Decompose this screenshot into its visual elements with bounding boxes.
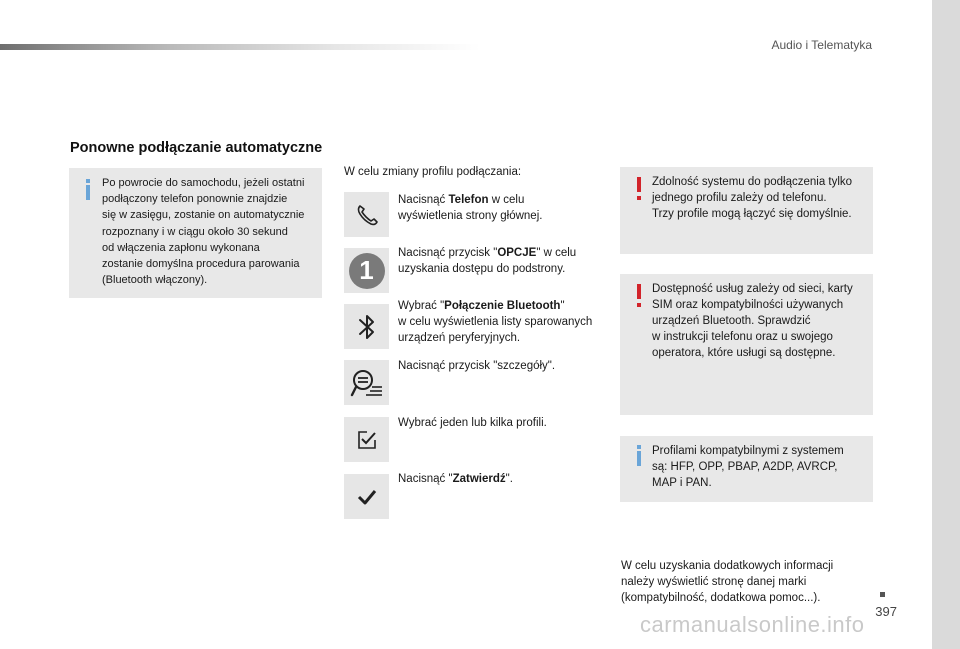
step-6-text: Nacisnąć "Zatwierdź". bbox=[398, 473, 513, 485]
header-gradient-bar bbox=[0, 44, 480, 50]
step-icon-checkbox bbox=[344, 417, 389, 462]
chapter-title: Audio i Telematyka bbox=[771, 38, 872, 52]
step-icon-bluetooth bbox=[344, 304, 389, 349]
info-box-text: Po powrocie do samochodu, jeżeli ostatni podłączony telefon ponownie znajdzie się w zasięgu, zostanie on automatycznie rozpoznany i w ciągu około 30 sekund od włączenia zapłonu wykonana zostanie domyślna procedura parowania (Bluetooth włączony). bbox=[102, 177, 305, 287]
info-box-profiles bbox=[620, 436, 873, 502]
number-one-icon: 1 bbox=[349, 253, 385, 289]
footer-note: W celu uzyskania dodatkowych informacji należy wyświetlić stronę danej marki (kompatybilność, dodatkowa pomoc...). bbox=[621, 560, 834, 604]
warning-box-profiles bbox=[620, 167, 873, 254]
step-3-text: Wybrać "Połączenie Bluetooth" w celu wyświetlenia listy sparowanych urządzeń peryferyjnych. bbox=[398, 300, 593, 344]
info-icon bbox=[637, 451, 641, 466]
checkbox-icon bbox=[357, 430, 377, 450]
warning-box-text: Dostępność usług zależy od sieci, karty SIM oraz kompatybilności używanych urządzeń Bluetooth. Sprawdzić w instrukcji telefonu oraz u swojego operatora, które usługi są dostępne. bbox=[652, 283, 853, 359]
step-1-text: Nacisnąć Telefon w celu wyświetlenia strony głównej. bbox=[398, 194, 543, 222]
warning-box-text: Zdolność systemu do podłączenia tylko jednego profilu zależy od telefonu. Trzy profile mogą łączyć się domyślnie. bbox=[652, 176, 853, 220]
step-icon-phone bbox=[344, 192, 389, 237]
warning-icon bbox=[637, 284, 641, 299]
page-marker bbox=[880, 592, 885, 597]
info-icon bbox=[86, 185, 90, 200]
step-icon-one bbox=[344, 248, 389, 293]
page-number: 397 bbox=[875, 604, 897, 619]
step-icon-details bbox=[344, 360, 389, 405]
step-2-text: Nacisnąć przycisk "OPCJE" w celu uzyskania dostępu do podstrony. bbox=[398, 247, 577, 275]
bluetooth-icon bbox=[356, 312, 378, 342]
phone-icon bbox=[354, 202, 380, 228]
checkmark-icon bbox=[357, 488, 377, 506]
warning-box-services bbox=[620, 274, 873, 415]
page-edge-strip bbox=[932, 0, 960, 649]
watermark: carmanualsonline.info bbox=[640, 612, 865, 637]
steps-intro: W celu zmiany profilu podłączania: bbox=[344, 166, 522, 178]
step-icon-confirm bbox=[344, 474, 389, 519]
info-box-text: Profilami kompatybilnymi z systemem są: HFP, OPP, PBAP, A2DP, AVRCP, MAP i PAN. bbox=[652, 445, 844, 489]
step-4-text: Nacisnąć przycisk "szczegóły". bbox=[398, 360, 556, 372]
step-5-text: Wybrać jeden lub kilka profili. bbox=[398, 417, 547, 429]
section-title: Ponowne podłączanie automatyczne bbox=[70, 140, 323, 156]
details-icon bbox=[350, 367, 384, 399]
warning-icon bbox=[637, 177, 641, 192]
info-box-reconnect bbox=[69, 168, 322, 298]
